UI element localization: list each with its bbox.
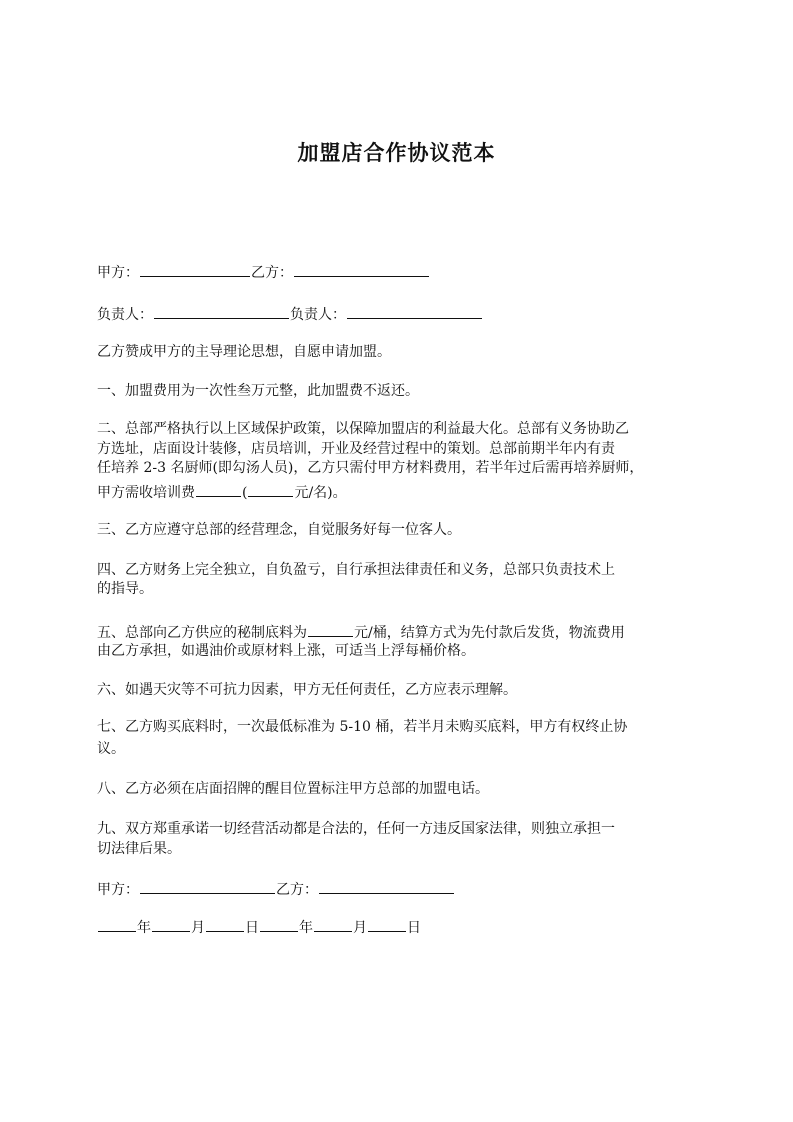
rep-b-label: 负责人： (290, 307, 346, 323)
per-person-unit: 元/名)。 (294, 485, 347, 501)
year-b-blank[interactable] (260, 917, 298, 932)
month-a-blank[interactable] (152, 917, 190, 932)
party-b-label: 乙方： (251, 265, 293, 281)
per-person-fee-blank[interactable] (248, 482, 293, 497)
training-fee-label: 甲方需收培训费 (97, 485, 195, 501)
clause-2-line-1: 二、总部严格执行以上区域保护政策，以保障加盟店的利益最大化。总部有义务协助乙 (97, 421, 629, 437)
sign-b-label: 乙方： (276, 882, 318, 898)
rep-a-blank[interactable] (154, 304, 289, 319)
day-a-label: 日 (245, 920, 259, 936)
clause-9-line-2: 切法律后果。 (97, 841, 181, 857)
year-a-label: 年 (137, 920, 151, 936)
base-price-blank[interactable] (308, 622, 353, 637)
intro-paragraph: 乙方赞成甲方的主导理论思想，自愿申请加盟。 (97, 344, 391, 360)
base-price-label: 五、总部向乙方供应的秘制底料为 (97, 625, 307, 641)
clause-2-line-4 (97, 482, 707, 503)
sign-b-blank[interactable] (319, 879, 454, 894)
clause-2-line-3: 任培养 2-3 名厨师(即勾汤人员)，乙方只需付甲方材料费用，若半年过后需再培养厨师， (97, 460, 644, 476)
base-price-rest: 元/桶，结算方式为先付款后发货，物流费用 (354, 625, 625, 641)
clause-9-line-1: 九、双方郑重承诺一切经营活动都是合法的，任何一方违反国家法律，则独立承担一 (97, 821, 615, 837)
clause-5-line-2: 由乙方承担，如遇油价或原材料上涨，可适当上浮每桶价格。 (97, 643, 475, 659)
date-line (97, 917, 707, 938)
representatives-line (97, 304, 707, 325)
sign-a-blank[interactable] (140, 879, 275, 894)
rep-a-label: 负责人： (97, 307, 153, 323)
clause-1: 一、加盟费用为一次性叁万元整，此加盟费不返还。 (97, 383, 419, 399)
month-b-blank[interactable] (314, 917, 352, 932)
clause-7-line-2: 议。 (97, 741, 125, 757)
party-a-label: 甲方： (97, 265, 139, 281)
clause-5-line-1 (97, 622, 707, 643)
year-a-blank[interactable] (98, 917, 136, 932)
month-a-label: 月 (191, 920, 205, 936)
day-a-blank[interactable] (206, 917, 244, 932)
training-fee-paren: ( (242, 485, 248, 501)
month-b-label: 月 (353, 920, 367, 936)
clause-8: 八、乙方必须在店面招牌的醒目位置标注甲方总部的加盟电话。 (97, 781, 489, 797)
clause-2-line-2: 方选址，店面设计装修，店员培训，开业及经营过程中的策划。总部前期半年内有责 (97, 441, 615, 457)
training-fee-blank[interactable] (196, 482, 241, 497)
parties-line (97, 262, 707, 283)
clause-4-line-1: 四、乙方财务上完全独立，自负盈亏，自行承担法律责任和义务，总部只负责技术上 (97, 562, 615, 578)
document-title: 加盟店合作协议范本 (297, 141, 496, 165)
sign-a-label: 甲方： (97, 882, 139, 898)
rep-b-blank[interactable] (347, 304, 482, 319)
signature-line (97, 879, 707, 900)
clause-7-line-1: 七、乙方购买底料时，一次最低标准为 5-10 桶，若半月未购买底料，甲方有权终止协 (97, 719, 628, 735)
party-b-blank[interactable] (294, 262, 429, 277)
day-b-blank[interactable] (368, 917, 406, 932)
day-b-label: 日 (407, 920, 421, 936)
clause-4-line-2: 的指导。 (97, 581, 153, 597)
year-b-label: 年 (299, 920, 313, 936)
party-a-blank[interactable] (140, 262, 250, 277)
clause-6: 六、如遇天灾等不可抗力因素，甲方无任何责任，乙方应表示理解。 (97, 682, 517, 698)
clause-3: 三、乙方应遵守总部的经营理念，自觉服务好每一位客人。 (97, 522, 461, 538)
